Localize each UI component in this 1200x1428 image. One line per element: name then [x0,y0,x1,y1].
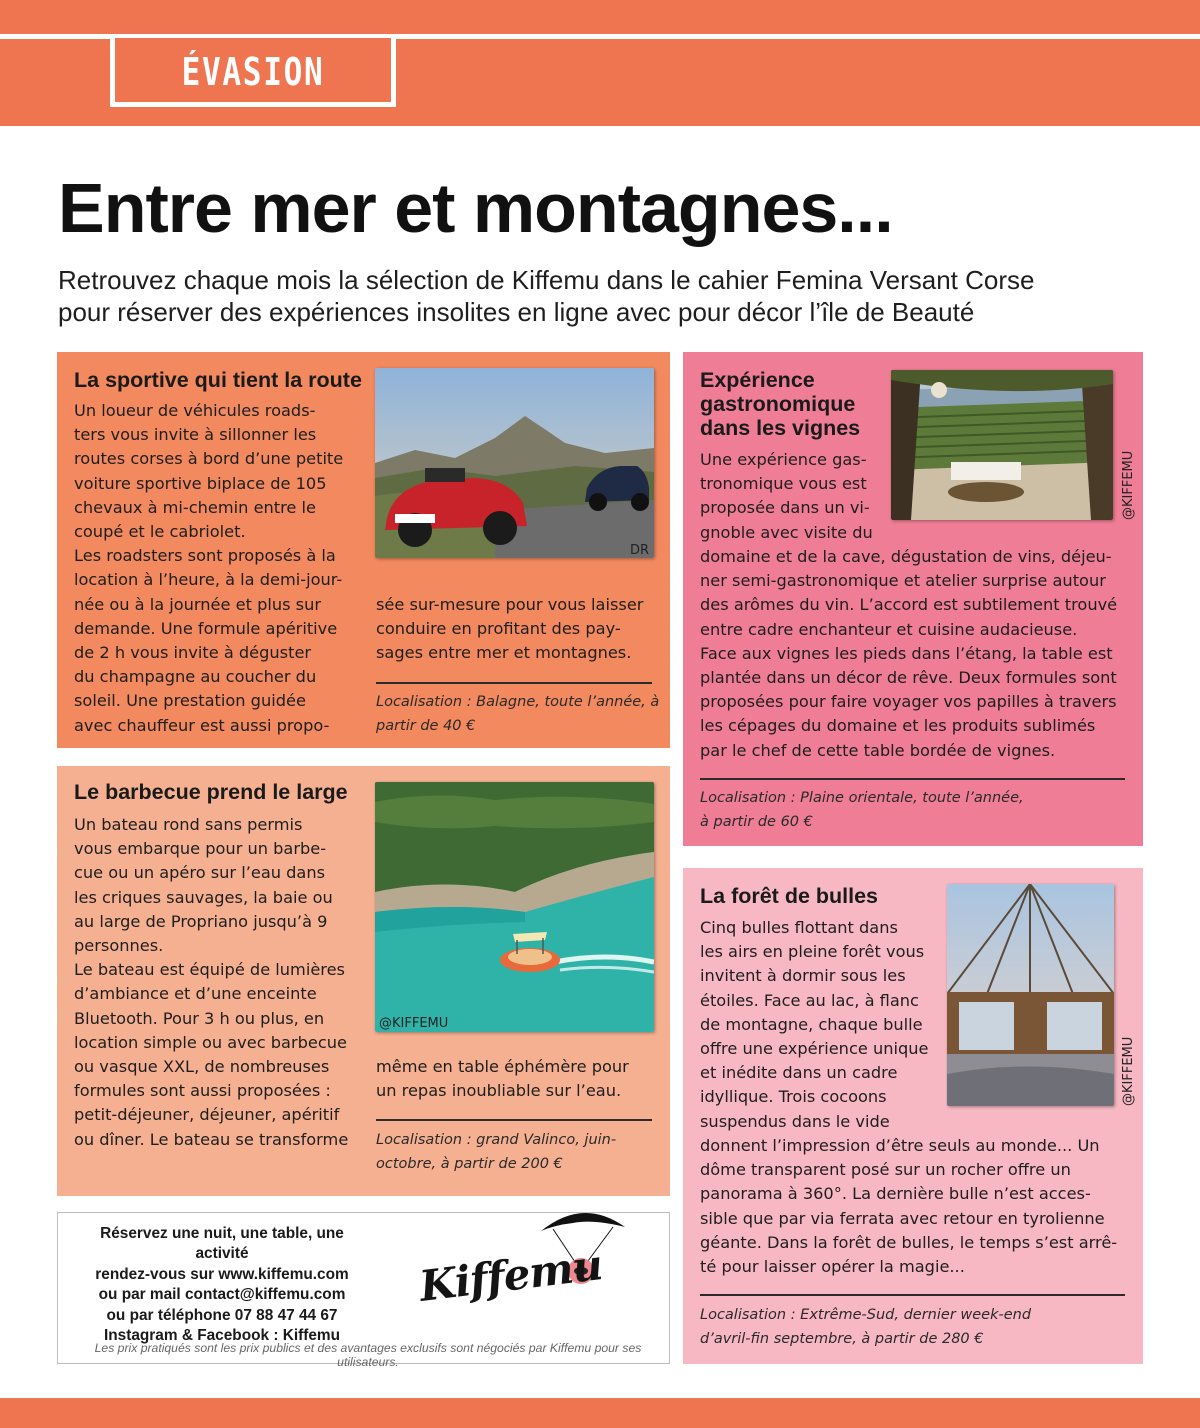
text-line: Cinq bulles flottant dans [700,918,898,937]
text-line: entre cadre enchanteur et cuisine audacieuse. [700,619,1078,639]
text-line: ner semi-gastronomique et atelier surprise autour [700,571,1106,591]
text-line: avec chauffeur est aussi propo- [74,715,330,735]
text-line: voiture sportive biplace de 105 [74,473,327,493]
text-line: ou dîner. Le bateau se transforme [74,1129,349,1149]
logo-wordmark: Kiffemu [416,1240,605,1311]
booking-email-link[interactable]: ou par mail contact@kiffemu.com [98,1286,346,1304]
bubble-dome-photo [947,884,1114,1106]
text-line: ou vasque XXL, de nombreuses [74,1057,330,1077]
text-line: et inédite dans un cadre [700,1063,898,1083]
text-line: géante. Dans la forêt de bulles, le temps s’est arrê- [700,1232,1118,1252]
card-location [376,690,661,738]
text-line: plantée dans un décor de rêve. Deux formules sont [700,668,1117,688]
booking-phone: ou par téléphone 07 88 47 44 67 [106,1306,338,1324]
card-body-right [376,1055,661,1103]
text-line: personnes. [74,936,164,956]
text-line: Le bateau est équipé de lumières [74,960,345,980]
text-line: panorama à 360°. La dernière bulle n’est acces- [700,1184,1091,1204]
divider [376,682,652,684]
photo-credit: @KIFFEMU [1121,1036,1136,1106]
text-line: Les roadsters sont proposés à la [74,546,336,566]
card-body-short [700,448,890,545]
vineyard-terrace-photo [891,370,1113,520]
kiffemu-logo [413,1225,653,1335]
text-line: tronomique vous est [700,474,867,494]
divider [700,1294,1125,1296]
text-line: Localisation : grand Valinco, juin- [376,1132,617,1148]
article-title: Entre mer et montagnes... [58,169,893,247]
article-intro [58,264,1158,328]
divider [700,778,1125,780]
text-line: demande. Une formule apéritive [74,618,338,638]
photo-credit: @KIFFEMU [1121,450,1136,520]
intro-line: Retrouvez chaque mois la sélection de Kiffemu dans le cahier Femina Versant Corse [58,265,1035,295]
text-line: Un loueur de véhicules roads- [74,401,316,420]
text-line: Bluetooth. Pour 3 h ou plus, en [74,1008,325,1028]
text-line: octobre, à partir de 200 € [376,1156,563,1173]
text-line: au large de Propriano jusqu’à 9 [74,911,328,931]
text-line: sible que par via ferrata avec retour en tyrolienne [700,1208,1105,1228]
photo-credit: DR [630,543,650,558]
card-vignes [683,352,1143,846]
text-line: petit-déjeuner, déjeuner, apéritif [74,1105,340,1125]
divider [376,1119,652,1121]
card-heading: La forêt de bulles [700,884,879,908]
heading-line: dans les vignes [700,416,861,440]
text-line: des arômes du vin. L’accord est subtilement trouvé [700,595,1118,615]
text-line: Face aux vignes les pieds dans l’étang, la table est [700,643,1113,663]
text-line: née ou à la journée et plus sur [74,594,322,614]
text-line: les cépages du domaine et les produits sublimés [700,716,1096,736]
card-body-left [74,813,374,1152]
text-line: ters vous invite à sillonner les [74,425,317,445]
text-line: de 2 h vous invite à déguster [74,643,312,663]
text-line: formules sont aussi proposées : [74,1081,331,1101]
price-disclaimer: Les prix pratiqués sont les prix publics et des avantages exclusifs sont négociés par Kiffemu pour ses utilisateurs. [94,1341,642,1369]
card-location [700,786,1130,834]
text-line: du champagne au coucher du [74,667,317,687]
round-boat-photo [375,782,654,1032]
text-line: les airs en pleine forêt vous [700,942,925,962]
card-body-right [376,593,661,666]
text-line: donnent l’impression d’être seuls au monde... Un [700,1136,1100,1155]
booking-website-link[interactable]: rendez-vous sur www.kiffemu.com [95,1265,349,1283]
text-line: d’avril-fin septembre, à partir de 280 € [700,1331,984,1348]
booking-line: Réservez une nuit, une table, une activité [100,1225,344,1263]
card-heading: La sportive qui tient la route [74,368,362,392]
text-line: d’ambiance et d’une enceinte [74,984,317,1004]
card-barbecue [57,766,670,1196]
heading-line: Expérience [700,368,815,392]
text-line: Localisation : Extrême-Sud, dernier week-end [700,1307,1032,1323]
text-line: Localisation : Balagne, toute l’année, à [376,694,660,710]
photo-credit: @KIFFEMU [379,1016,449,1031]
text-line: invitent à dormir sous les [700,966,906,986]
text-line: gnoble avec visite du [700,522,873,542]
text-line: vous embarque pour un barbe- [74,839,327,859]
card-body-left [74,399,374,738]
roadster-cars-photo [375,368,654,558]
text-line: offre une expérience unique [700,1039,929,1059]
text-line: Localisation : Plaine orientale, toute l’année, [700,790,1024,806]
text-line: proposée dans un vi- [700,498,870,518]
text-line: un repas inoubliable sur l’eau. [376,1081,622,1101]
text-line: les criques sauvages, la baie ou [74,887,333,907]
section-label [110,38,396,107]
text-line: même en table éphémère pour [376,1057,629,1076]
text-line: par le chef de cette table bordée de vignes. [700,740,1056,760]
heading-line: gastronomique [700,392,856,416]
intro-line: pour réserver des expériences insolites en ligne avec pour décor l’île de Beauté [58,297,975,327]
text-line: de montagne, chaque bulle [700,1014,923,1034]
card-location [376,1128,661,1176]
text-line: à partir de 60 € [700,814,813,831]
text-line: cue ou un apéro sur l’eau dans [74,863,326,883]
text-line: sages entre mer et montagnes. [376,643,632,663]
text-line: routes corses à bord d’une petite [74,449,344,469]
text-line: étoiles. Face au lac, à flanc [700,990,919,1010]
text-line: partir de 40 € [376,718,476,735]
card-heading: Le barbecue prend le large [74,780,348,804]
booking-box [57,1212,670,1369]
card-body-short [700,916,945,1134]
booking-social: Instagram & Facebook : Kiffemu [103,1327,341,1345]
card-body-long [700,1134,1140,1279]
text-line: soleil. Une prestation guidée [74,691,306,711]
booking-info [72,1224,372,1346]
text-line: suspendus dans le vide [700,1111,890,1131]
text-line: coupé et le cabriolet. [74,522,246,542]
text-line: location à l’heure, à la demi-jour- [74,570,343,590]
text-line: location simple ou avec barbecue [74,1032,347,1052]
card-location [700,1303,1130,1351]
text-line: Une expérience gas- [700,450,867,469]
card-heading [700,368,860,440]
text-line: idyllique. Trois cocoons [700,1087,887,1107]
section-label-text: ÉVASION [181,50,325,94]
text-line: conduire en profitant des pay- [376,619,621,639]
text-line: chevaux à mi-chemin entre le [74,497,316,517]
text-line: Un bateau rond sans permis [74,815,303,834]
text-line: té pour laisser opérer la magie... [700,1257,965,1277]
card-body-long [700,545,1140,763]
bottom-banner [0,1398,1200,1428]
text-line: sée sur-mesure pour vous laisser [376,595,644,614]
text-line: dôme transparent posé sur un rocher offre un [700,1160,1071,1180]
text-line: domaine et de la cave, dégustation de vins, déjeu- [700,547,1112,566]
card-sportive [57,352,670,748]
text-line: proposées pour faire voyager vos papilles à travers [700,692,1117,712]
card-bulles [683,868,1143,1364]
